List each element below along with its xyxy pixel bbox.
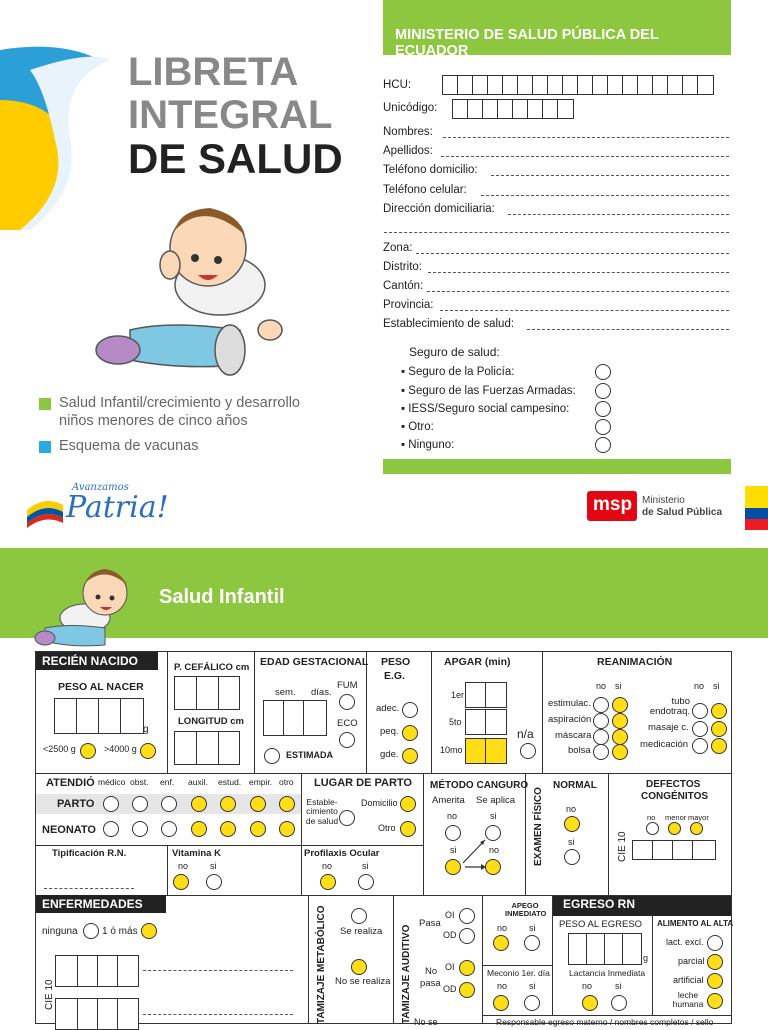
atendio-col-estud: estud. [218, 777, 242, 787]
flag-ribbon-icon [25, 490, 65, 530]
seguro-opt-iess: ▪ IESS/Seguro social campesino: [401, 403, 570, 415]
dias-label: días. [311, 687, 332, 698]
se-aplica-label: Se aplica [476, 795, 516, 806]
recien-nacido-header: RECIÉN NACIDO [36, 652, 158, 670]
rean-mascara-si[interactable] [612, 729, 628, 745]
tel-domicilio-line[interactable] [491, 175, 729, 176]
eco-radio[interactable] [339, 732, 355, 748]
ecuador-flag-icon [745, 486, 768, 530]
label-canton: Cantón: [383, 280, 424, 292]
section-banner [0, 548, 768, 638]
responsable-label: Responsable egreso materno / nombres completos / sello [496, 1017, 714, 1027]
peso-opt1: <2500 g [43, 744, 76, 754]
alimento-alta-label: ALIMENTO AL ALTA [657, 919, 734, 928]
fum-label: FUM [337, 680, 358, 691]
alimento-artificial: artificial [673, 975, 704, 985]
apgar-1-boxes[interactable] [465, 682, 507, 708]
lactancia-no: no [582, 981, 593, 991]
peso-egreso-boxes[interactable] [568, 933, 642, 965]
apgar-5-label: 5to [449, 717, 462, 727]
pasa-oi-radio[interactable] [459, 908, 475, 924]
seguro-radio-policia[interactable] [595, 364, 611, 380]
cover-bottom-bar [383, 459, 731, 474]
provincia-line[interactable] [440, 310, 729, 311]
lugar-establecimiento-label: Estable- cimiento de salud [305, 797, 339, 826]
normal-no-radio[interactable] [564, 816, 580, 832]
nombres-line[interactable] [443, 137, 729, 138]
lugar-domicilio-radio[interactable] [400, 796, 416, 812]
defectos-menor: menor [665, 813, 687, 822]
atendio-label: ATENDIÓ [46, 777, 95, 789]
distrito-line[interactable] [428, 272, 729, 273]
msp-logo-icon: msp [587, 491, 637, 521]
label-distrito: Distrito: [383, 261, 422, 273]
defectos-no-radio[interactable] [646, 822, 659, 835]
enf-line-2[interactable] [143, 1014, 293, 1015]
na-radio[interactable] [520, 743, 536, 759]
gde-radio[interactable] [402, 748, 418, 764]
alimento-leche-humana: leche humana [672, 990, 704, 1009]
atendio-col-enf: enf. [160, 777, 175, 787]
canguro-arrows [460, 835, 490, 870]
vitamina-k-label: Vitamina K [172, 848, 221, 859]
alimento-parcial-radio[interactable] [707, 954, 723, 970]
neonato-auxil[interactable] [191, 821, 207, 837]
rean-estimulac: estimulac. [548, 698, 591, 709]
seguro-radio-ffaa[interactable] [595, 383, 611, 399]
cover-title-line1: LIBRETA [128, 50, 299, 94]
logo-patria: Patria! [66, 490, 169, 525]
prof-si-radio[interactable] [358, 874, 374, 890]
estimada-label: ESTIMADA [286, 750, 333, 760]
peso-egreso-label: PESO AL EGRESO [559, 919, 643, 930]
tipificacion-label: Tipificación R.N. [52, 848, 127, 859]
seguro-opt-otro: ▪ Otro: [401, 421, 434, 433]
peq-label: peq. [380, 726, 399, 737]
se-realiza-label: Se realiza [340, 926, 383, 937]
canguro-aplica-si: si [490, 811, 497, 821]
rean-estimulac-si[interactable] [612, 697, 628, 713]
rean-mascara: máscara [555, 730, 592, 741]
alimento-artificial-radio[interactable] [707, 973, 723, 989]
metodo-canguro-label: MÉTODO CANGURO [430, 780, 529, 791]
egreso-g-unit: g [643, 953, 649, 963]
congenitos-label: CONGÉNITOS [641, 791, 709, 802]
amerita-label: Amerita [432, 795, 465, 806]
atendio-col-empir: empir. [249, 777, 273, 787]
prof-no-radio[interactable] [320, 874, 336, 890]
seguro-radio-ninguno[interactable] [595, 437, 611, 453]
alimento-parcial: parcial [678, 956, 705, 966]
na-label: n/a [517, 727, 534, 741]
label-zona: Zona: [383, 242, 413, 254]
legend-item2: Esquema de vacunas [59, 438, 199, 454]
nopasa-od: OD [443, 984, 457, 994]
logo-ministerio: Ministerio [642, 495, 685, 506]
cover-title-line2: INTEGRAL [128, 93, 333, 137]
egreso-rn-header: EGRESO RN [563, 897, 636, 911]
normal-label: NORMAL [553, 780, 597, 791]
defectos-cie10-boxes[interactable] [632, 840, 716, 860]
vitk-no-radio[interactable] [173, 874, 189, 890]
no-se-realiza-label: No se realiza [335, 976, 391, 987]
rean-aspiracion: aspiración [548, 714, 592, 725]
parto-auxil[interactable] [191, 796, 207, 812]
canguro-amerita-si-radio[interactable] [445, 859, 461, 875]
ninguna-label: ninguna [42, 926, 78, 937]
apego-no: no [497, 923, 508, 933]
no-se-label: No se [414, 1017, 438, 1027]
parto-empir[interactable] [250, 796, 266, 812]
rean-si-right: si [713, 681, 720, 691]
label-tel-domicilio: Teléfono domicilio: [383, 164, 478, 176]
normal-si: si [568, 837, 575, 847]
parto-obst[interactable] [132, 796, 148, 812]
enf-cie10-boxes-2[interactable] [55, 998, 139, 1030]
rean-mascara-no[interactable] [593, 729, 609, 745]
tipificacion-line[interactable] [44, 888, 134, 889]
enf-cie10-boxes-1[interactable] [55, 955, 139, 987]
label-hcu: HCU: [383, 79, 412, 91]
defectos-mayor: mayor [688, 813, 709, 822]
rean-medicacion-no[interactable] [692, 738, 708, 754]
canguro-amerita-no: no [447, 811, 458, 821]
canton-line[interactable] [427, 291, 729, 292]
lactancia-no-radio[interactable] [582, 995, 598, 1011]
tam-met-no-radio[interactable] [351, 959, 367, 975]
alimento-leche-humana-radio[interactable] [707, 993, 723, 1009]
lugar-domicilio-label: Domicilio [361, 798, 398, 808]
rean-aspiracion-no[interactable] [593, 713, 609, 729]
seguro-radio-iess[interactable] [595, 401, 611, 417]
meconio-si-radio[interactable] [524, 995, 540, 1011]
seguro-opt-ninguno: ▪ Ninguno: [401, 439, 455, 451]
rean-masaje-si[interactable] [711, 721, 727, 737]
defectos-no: no [647, 813, 656, 822]
seguro-opt-policia: ▪ Seguro de la Policía: [401, 366, 515, 378]
gde-label: gde. [380, 749, 399, 760]
longitud-label: LONGITUD cm [178, 716, 244, 727]
p-cefalico-label: P. CEFÁLICO cm [174, 662, 250, 673]
reanimacion-label: REANIMACIÓN [597, 656, 673, 668]
nopasa-oi: OI [445, 962, 455, 972]
label-apellidos: Apellidos: [383, 145, 433, 157]
defectos-label: DEFECTOS [646, 779, 701, 790]
rean-bolsa-si[interactable] [612, 744, 628, 760]
establecimiento-line[interactable] [527, 329, 729, 330]
defectos-menor-radio[interactable] [668, 822, 681, 835]
label-nombres: Nombres: [383, 126, 433, 138]
peso-opt2: >4000 g [104, 744, 137, 754]
label-tel-celular: Teléfono celular: [383, 184, 467, 196]
peso-opt2-radio[interactable] [140, 743, 156, 759]
defectos-cie10-label: CIE 10 [617, 831, 628, 862]
meconio-no: no [497, 981, 508, 991]
parto-otro[interactable] [279, 796, 295, 812]
atendio-col-obst: obst. [130, 777, 149, 787]
lactancia-inmediata-label: Lactancia Inmediata [569, 968, 646, 978]
peso-al-nacer-boxes[interactable] [54, 698, 144, 734]
rean-medicacion-si[interactable] [711, 738, 727, 754]
rean-estimulac-no[interactable] [593, 697, 609, 713]
eco-label: ECO [337, 718, 358, 729]
sem-label: sem. [275, 687, 296, 698]
alimento-lact-excl-radio[interactable] [707, 935, 723, 951]
logo-salud-publica: de Salud Pública [642, 507, 723, 518]
meconio-label: Meconio 1er. día [487, 968, 550, 978]
nopasa-oi-radio[interactable] [459, 960, 475, 976]
uno-mas-radio[interactable] [141, 923, 157, 939]
edad-gestacional-boxes[interactable] [263, 700, 327, 736]
estimada-radio[interactable] [264, 748, 280, 764]
lactancia-si-radio[interactable] [611, 995, 627, 1011]
apgar-5-boxes[interactable] [465, 709, 507, 735]
peso-eg-label2: E.G. [384, 670, 406, 682]
ninguna-radio[interactable] [83, 923, 99, 939]
zona-line[interactable] [416, 253, 729, 254]
neonato-medico[interactable] [103, 821, 119, 837]
enf-cie10-label: CIE 10 [44, 979, 55, 1010]
uno-mas-label: 1 ó más [102, 926, 138, 937]
rean-tubo-no[interactable] [692, 703, 708, 719]
pasa-od: OD [443, 930, 457, 940]
apellidos-line[interactable] [441, 156, 729, 157]
tel-celular-line[interactable] [481, 195, 729, 196]
peq-radio[interactable] [402, 725, 418, 741]
label-provincia: Provincia: [383, 299, 434, 311]
apego-no-radio[interactable] [493, 935, 509, 951]
baby-small-illustration [30, 563, 130, 658]
neonato-estud[interactable] [220, 821, 236, 837]
vitk-no: no [178, 861, 189, 871]
no-pasa-label-2: pasa [420, 978, 441, 989]
legend-item1-line1: Salud Infantil/crecimiento y desarrollo [59, 395, 300, 411]
rean-aspiracion-si[interactable] [612, 713, 628, 729]
neonato-obst[interactable] [132, 821, 148, 837]
parto-enf[interactable] [161, 796, 177, 812]
canguro-aplica-no: no [489, 845, 500, 855]
apgar-1-label: 1er [451, 690, 465, 700]
vitk-si: si [210, 861, 217, 871]
hcu-boxes[interactable] [442, 75, 714, 95]
pasa-oi: OI [445, 910, 455, 920]
direccion-line-2[interactable] [384, 232, 729, 233]
label-unicodigo: Unicódigo: [383, 102, 438, 114]
rean-no-left: no [596, 681, 607, 691]
peso-g-unit: g [143, 724, 149, 735]
rean-si-left: si [615, 681, 622, 691]
rean-bolsa-no[interactable] [593, 744, 609, 760]
fum-radio[interactable] [339, 694, 355, 710]
ministry-header: MINISTERIO DE SALUD PÚBLICA DEL ECUADOR [383, 0, 731, 55]
normal-no: no [566, 804, 577, 814]
pasa-label: Pasa [419, 918, 441, 929]
prof-no: no [322, 861, 333, 871]
atendio-col-medico: médico [98, 777, 126, 787]
neonato-otro[interactable] [279, 821, 295, 837]
examen-fisico-label: EXAMEN FÍSICO [533, 787, 544, 866]
apgar-label: APGAR (min) [444, 656, 511, 668]
meconio-no-radio[interactable] [493, 995, 509, 1011]
legend-square-blue [39, 441, 51, 453]
apgar-10-boxes[interactable] [465, 738, 507, 764]
seguro-opt-ffaa: ▪ Seguro de las Fuerzas Armadas: [401, 385, 576, 397]
rean-no-right: no [694, 681, 705, 691]
nopasa-od-radio[interactable] [459, 982, 475, 998]
vitk-si-radio[interactable] [206, 874, 222, 890]
direccion-line[interactable] [508, 214, 729, 215]
edad-gestacional-label: EDAD GESTACIONAL [260, 656, 369, 668]
apego-label: APEGO INMEDIATO [505, 901, 547, 919]
lugar-otro-label: Otro [378, 823, 396, 833]
canguro-amerita-no-radio[interactable] [445, 825, 461, 841]
parto-medico[interactable] [103, 796, 119, 812]
rean-masaje-no[interactable] [692, 721, 708, 737]
section-title: Salud Infantil [159, 586, 285, 608]
peso-opt1-radio[interactable] [80, 743, 96, 759]
adec-label: adec. [376, 703, 400, 714]
rean-bolsa: bolsa [568, 745, 591, 756]
profilaxis-label: Profilaxis Ocular [304, 848, 380, 859]
tamizaje-metabolico-label: TAMIZAJE METABÓLICO [316, 905, 327, 1024]
legend-square-green [39, 398, 51, 410]
lactancia-si: si [615, 981, 622, 991]
lugar-otro-radio[interactable] [400, 821, 416, 837]
parto-label: PARTO [57, 798, 95, 810]
enf-line-1[interactable] [143, 970, 293, 971]
neonato-label: NEONATO [42, 824, 96, 836]
label-direccion: Dirección domiciliaria: [383, 203, 495, 215]
peso-al-nacer-label: PESO AL NACER [58, 681, 144, 693]
alimento-lact-excl: lact. excl. [666, 937, 704, 947]
peso-eg-label: PESO [381, 656, 411, 668]
apgar-10-label: 10mo [440, 745, 463, 755]
logo-avanzamos: Avanzamos [72, 482, 129, 493]
prof-si: si [362, 861, 369, 871]
pasa-od-radio[interactable] [459, 928, 475, 944]
unicodigo-boxes[interactable] [452, 99, 574, 119]
apego-si-radio[interactable] [524, 935, 540, 951]
p-cefalico-boxes[interactable] [174, 676, 240, 710]
meconio-si: si [529, 981, 536, 991]
baby-illustration [90, 200, 305, 385]
longitud-boxes[interactable] [174, 731, 240, 765]
normal-si-radio[interactable] [564, 849, 580, 865]
neonato-empir[interactable] [250, 821, 266, 837]
legend-item1-line2: niños menores de cinco años [59, 413, 248, 429]
canguro-amerita-si: si [450, 845, 457, 855]
cover-title-line3: DE SALUD [128, 135, 343, 182]
rean-masaje: masaje c. [648, 722, 689, 733]
label-establecimiento: Establecimiento de salud: [383, 318, 515, 330]
adec-radio[interactable] [402, 702, 418, 718]
rean-medicacion: medicación [640, 739, 689, 750]
enfermedades-header: ENFERMEDADES [36, 895, 166, 913]
tamizaje-auditivo-label: TAMIZAJE AUDITIVO [401, 924, 412, 1024]
rean-tubo: tubo endotraq. [649, 696, 690, 718]
neonato-enf[interactable] [161, 821, 177, 837]
parto-estud[interactable] [220, 796, 236, 812]
rean-tubo-si[interactable] [711, 703, 727, 719]
defectos-mayor-radio[interactable] [690, 822, 703, 835]
lugar-establecimiento-radio[interactable] [339, 810, 355, 826]
lugar-parto-label: LUGAR DE PARTO [314, 777, 412, 789]
apego-si: si [529, 923, 536, 933]
no-pasa-label-1: No [425, 966, 438, 977]
tam-met-si-radio[interactable] [351, 908, 367, 924]
atendio-col-auxil: auxil. [188, 777, 208, 787]
atendio-col-otro: otro [279, 777, 294, 787]
seguro-title: Seguro de salud: [409, 345, 500, 359]
seguro-radio-otro[interactable] [595, 419, 611, 435]
